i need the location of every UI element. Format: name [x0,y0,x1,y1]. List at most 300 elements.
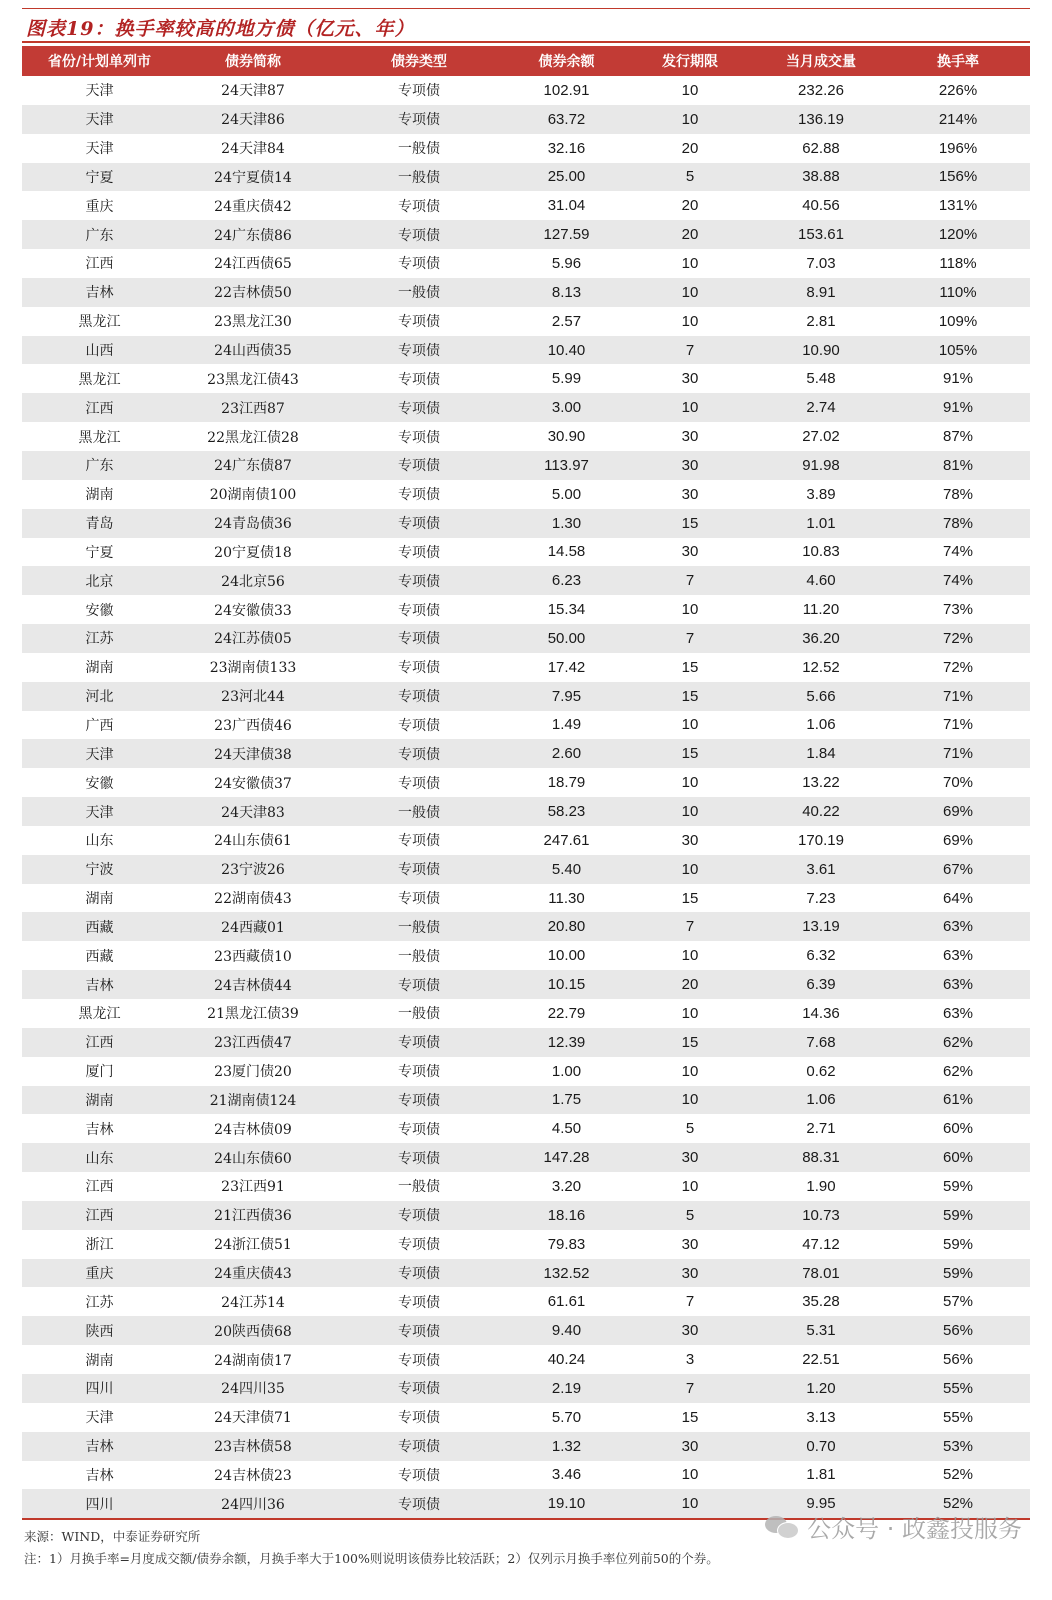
balance-cell: 22.79 [509,999,624,1028]
bond-type-cell: 专项债 [329,884,509,913]
province-cell: 重庆 [22,191,177,220]
monthly-volume-cell: 22.51 [756,1345,886,1374]
balance-cell: 14.58 [509,538,624,567]
table-header [22,46,1030,76]
bond-type-cell: 专项债 [329,480,509,509]
bond-name-cell: 24江西债65 [177,249,329,278]
term-cell: 3 [624,1345,756,1374]
turnover-cell: 56% [886,1316,1030,1345]
turnover-cell: 87% [886,422,1030,451]
balance-cell: 40.24 [509,1345,624,1374]
bond-name-cell: 24江苏债05 [177,624,329,653]
table-row [22,768,1030,797]
province-cell: 江西 [22,1201,177,1230]
watermark-text: 公众号 · 政鑫投服务 [807,1515,1022,1543]
bond-type-cell: 专项债 [329,1201,509,1230]
term-cell: 10 [624,1172,756,1201]
table-row [22,76,1030,105]
balance-cell: 9.40 [509,1316,624,1345]
monthly-volume-cell: 62.88 [756,134,886,163]
monthly-volume-cell: 1.90 [756,1172,886,1201]
turnover-cell: 62% [886,1057,1030,1086]
monthly-volume-cell: 1.81 [756,1461,886,1490]
term-cell: 7 [624,566,756,595]
table-row [22,884,1030,913]
monthly-volume-cell: 11.20 [756,595,886,624]
turnover-cell: 60% [886,1114,1030,1143]
turnover-cell: 156% [886,163,1030,192]
term-cell: 10 [624,1086,756,1115]
bond-type-cell: 专项债 [329,1230,509,1259]
province-cell: 江苏 [22,1287,177,1316]
turnover-cell: 73% [886,595,1030,624]
table-row [22,970,1030,999]
turnover-cell: 53% [886,1432,1030,1461]
term-cell: 15 [624,1028,756,1057]
balance-cell: 12.39 [509,1028,624,1057]
table-row [22,1259,1030,1288]
monthly-volume-cell: 1.06 [756,711,886,740]
balance-cell: 5.96 [509,249,624,278]
bond-type-cell: 专项债 [329,1316,509,1345]
province-cell: 江西 [22,393,177,422]
balance-cell: 11.30 [509,884,624,913]
balance-cell: 15.34 [509,595,624,624]
bond-name-cell: 24西藏01 [177,912,329,941]
bond-type-cell: 专项债 [329,364,509,393]
bond-type-cell: 一般债 [329,134,509,163]
bond-type-cell: 专项债 [329,538,509,567]
wechat-icon [765,1514,799,1540]
turnover-cell: 69% [886,797,1030,826]
table-row [22,1028,1030,1057]
province-cell: 青岛 [22,509,177,538]
bond-type-cell: 专项债 [329,566,509,595]
term-cell: 7 [624,912,756,941]
table-row [22,1086,1030,1115]
table-row [22,855,1030,884]
bond-type-cell: 专项债 [329,1432,509,1461]
bond-name-cell: 21江西债36 [177,1201,329,1230]
monthly-volume-cell: 1.06 [756,1086,886,1115]
turnover-cell: 105% [886,336,1030,365]
monthly-volume-cell: 13.19 [756,912,886,941]
table-row [22,1114,1030,1143]
term-cell: 10 [624,941,756,970]
monthly-volume-cell: 1.84 [756,739,886,768]
monthly-volume-cell: 170.19 [756,826,886,855]
bond-name-cell: 24青岛债36 [177,509,329,538]
bond-name-cell: 24安徽债37 [177,768,329,797]
bond-name-cell: 21黑龙江债39 [177,999,329,1028]
turnover-cell: 59% [886,1230,1030,1259]
turnover-cell: 52% [886,1489,1030,1518]
bond-name-cell: 23江西91 [177,1172,329,1201]
term-cell: 10 [624,595,756,624]
turnover-cell: 59% [886,1259,1030,1288]
bond-name-cell: 24浙江债51 [177,1230,329,1259]
monthly-volume-cell: 27.02 [756,422,886,451]
province-cell: 天津 [22,105,177,134]
table-row [22,1374,1030,1403]
province-cell: 江苏 [22,624,177,653]
turnover-cell: 120% [886,220,1030,249]
monthly-volume-cell: 5.48 [756,364,886,393]
table-row [22,1287,1030,1316]
province-cell: 河北 [22,682,177,711]
monthly-volume-cell: 8.91 [756,278,886,307]
balance-cell: 50.00 [509,624,624,653]
bond-name-cell: 23湖南债133 [177,653,329,682]
term-cell: 10 [624,999,756,1028]
turnover-cell: 78% [886,480,1030,509]
monthly-volume-cell: 40.22 [756,797,886,826]
term-cell: 10 [624,711,756,740]
column-header-term: 发行期限 [624,46,756,76]
turnover-cell: 63% [886,912,1030,941]
table-body [22,76,1030,1518]
table-row [22,624,1030,653]
bond-type-cell: 一般债 [329,912,509,941]
term-cell: 5 [624,1114,756,1143]
province-cell: 四川 [22,1374,177,1403]
balance-cell: 247.61 [509,826,624,855]
balance-cell: 10.00 [509,941,624,970]
table-row [22,1057,1030,1086]
title-bar [22,8,1030,40]
table-row [22,941,1030,970]
bond-name-cell: 24吉林债09 [177,1114,329,1143]
monthly-volume-cell: 36.20 [756,624,886,653]
monthly-volume-cell: 5.31 [756,1316,886,1345]
turnover-cell: 72% [886,653,1030,682]
bond-type-cell: 专项债 [329,1057,509,1086]
turnover-cell: 74% [886,538,1030,567]
monthly-volume-cell: 3.89 [756,480,886,509]
bond-type-cell: 专项债 [329,1374,509,1403]
monthly-volume-cell: 40.56 [756,191,886,220]
turnover-cell: 63% [886,999,1030,1028]
bond-type-cell: 专项债 [329,393,509,422]
bond-name-cell: 24吉林债44 [177,970,329,999]
province-cell: 吉林 [22,970,177,999]
province-cell: 厦门 [22,1057,177,1086]
bond-type-cell: 专项债 [329,191,509,220]
balance-cell: 58.23 [509,797,624,826]
bond-name-cell: 23广西债46 [177,711,329,740]
bond-type-cell: 专项债 [329,1403,509,1432]
bond-name-cell: 24山东债60 [177,1143,329,1172]
balance-cell: 18.79 [509,768,624,797]
term-cell: 30 [624,364,756,393]
turnover-cell: 61% [886,1086,1030,1115]
balance-cell: 61.61 [509,1287,624,1316]
monthly-volume-cell: 6.39 [756,970,886,999]
term-cell: 20 [624,134,756,163]
bond-type-cell: 专项债 [329,105,509,134]
watermark [765,1509,1022,1544]
bond-name-cell: 24四川36 [177,1489,329,1518]
balance-cell: 19.10 [509,1489,624,1518]
bond-type-cell: 一般债 [329,941,509,970]
term-cell: 15 [624,884,756,913]
balance-cell: 2.57 [509,307,624,336]
province-cell: 黑龙江 [22,999,177,1028]
term-cell: 10 [624,1461,756,1490]
table-row [22,105,1030,134]
bond-name-cell: 24广东债86 [177,220,329,249]
province-cell: 江西 [22,1028,177,1057]
column-header-turnover: 换手率 [886,46,1030,76]
balance-cell: 3.20 [509,1172,624,1201]
turnover-cell: 91% [886,364,1030,393]
table-row [22,1230,1030,1259]
monthly-volume-cell: 6.32 [756,941,886,970]
bond-name-cell: 24天津84 [177,134,329,163]
turnover-cell: 78% [886,509,1030,538]
province-cell: 陕西 [22,1316,177,1345]
province-cell: 吉林 [22,1114,177,1143]
table-row [22,1432,1030,1461]
column-header-bond-name: 债券简称 [177,46,329,76]
bond-type-cell: 专项债 [329,76,509,105]
monthly-volume-cell: 1.01 [756,509,886,538]
bond-name-cell: 22湖南债43 [177,884,329,913]
monthly-volume-cell: 9.95 [756,1489,886,1518]
table-row [22,134,1030,163]
monthly-volume-cell: 14.36 [756,999,886,1028]
term-cell: 30 [624,422,756,451]
term-cell: 30 [624,538,756,567]
term-cell: 20 [624,191,756,220]
province-cell: 山东 [22,1143,177,1172]
table-row [22,826,1030,855]
turnover-cell: 226% [886,76,1030,105]
header-row [22,46,1030,76]
column-header-bond-type: 债券类型 [329,46,509,76]
footnote: 注：1）月换手率=月度成交额/债券余额，月换手率大于100%则说明该债券比较活跃；2）仅列示月换手率位列前50的个券。 [24,1551,719,1566]
balance-cell: 20.80 [509,912,624,941]
monthly-volume-cell: 232.26 [756,76,886,105]
bond-name-cell: 24北京56 [177,566,329,595]
monthly-volume-cell: 35.28 [756,1287,886,1316]
term-cell: 20 [624,970,756,999]
turnover-cell: 214% [886,105,1030,134]
table-row [22,220,1030,249]
turnover-cell: 131% [886,191,1030,220]
table-row [22,191,1030,220]
monthly-volume-cell: 2.71 [756,1114,886,1143]
term-cell: 15 [624,653,756,682]
balance-cell: 10.15 [509,970,624,999]
monthly-volume-cell: 7.68 [756,1028,886,1057]
bond-name-cell: 23江西87 [177,393,329,422]
province-cell: 天津 [22,797,177,826]
province-cell: 山西 [22,336,177,365]
bond-name-cell: 20湖南债100 [177,480,329,509]
turnover-cell: 71% [886,739,1030,768]
bond-name-cell: 24重庆债42 [177,191,329,220]
term-cell: 5 [624,163,756,192]
turnover-cell: 196% [886,134,1030,163]
table-row [22,595,1030,624]
bond-name-cell: 23宁波26 [177,855,329,884]
balance-cell: 3.46 [509,1461,624,1490]
bond-type-cell: 专项债 [329,624,509,653]
bond-name-cell: 24江苏14 [177,1287,329,1316]
bond-name-cell: 24天津债71 [177,1403,329,1432]
bond-name-cell: 22黑龙江债28 [177,422,329,451]
province-cell: 天津 [22,76,177,105]
province-cell: 黑龙江 [22,422,177,451]
monthly-volume-cell: 10.83 [756,538,886,567]
balance-cell: 10.40 [509,336,624,365]
bond-type-cell: 专项债 [329,1259,509,1288]
turnover-cell: 55% [886,1374,1030,1403]
turnover-cell: 63% [886,970,1030,999]
term-cell: 15 [624,509,756,538]
balance-cell: 1.75 [509,1086,624,1115]
bond-type-cell: 专项债 [329,711,509,740]
bond-name-cell: 23黑龙江30 [177,307,329,336]
balance-cell: 8.13 [509,278,624,307]
turnover-cell: 72% [886,624,1030,653]
term-cell: 10 [624,105,756,134]
province-cell: 江西 [22,1172,177,1201]
table-row [22,538,1030,567]
balance-cell: 5.00 [509,480,624,509]
turnover-cell: 62% [886,1028,1030,1057]
turnover-cell: 64% [886,884,1030,913]
province-cell: 湖南 [22,1086,177,1115]
bond-name-cell: 23吉林债58 [177,1432,329,1461]
bond-type-cell: 专项债 [329,855,509,884]
bond-name-cell: 24湖南债17 [177,1345,329,1374]
bond-type-cell: 专项债 [329,1489,509,1518]
bond-name-cell: 24广东债87 [177,451,329,480]
term-cell: 30 [624,480,756,509]
bond-name-cell: 24宁夏债14 [177,163,329,192]
term-cell: 15 [624,739,756,768]
turnover-cell: 69% [886,826,1030,855]
province-cell: 广东 [22,451,177,480]
balance-cell: 31.04 [509,191,624,220]
province-cell: 湖南 [22,1345,177,1374]
bond-type-cell: 专项债 [329,1345,509,1374]
monthly-volume-cell: 88.31 [756,1143,886,1172]
table-row [22,1403,1030,1432]
bond-type-cell: 专项债 [329,1287,509,1316]
monthly-volume-cell: 38.88 [756,163,886,192]
monthly-volume-cell: 3.13 [756,1403,886,1432]
turnover-cell: 59% [886,1172,1030,1201]
column-header-province: 省份/计划单列市 [22,46,177,76]
bond-type-cell: 专项债 [329,509,509,538]
province-cell: 江西 [22,249,177,278]
turnover-cell: 67% [886,855,1030,884]
turnover-cell: 81% [886,451,1030,480]
bond-type-cell: 专项债 [329,682,509,711]
bond-name-cell: 24天津86 [177,105,329,134]
balance-cell: 79.83 [509,1230,624,1259]
bond-name-cell: 24安徽债33 [177,595,329,624]
province-cell: 安徽 [22,768,177,797]
province-cell: 黑龙江 [22,364,177,393]
bond-name-cell: 23河北44 [177,682,329,711]
source-note: 来源：WIND，中泰证券研究所 [24,1529,201,1544]
province-cell: 宁波 [22,855,177,884]
province-cell: 天津 [22,1403,177,1432]
bond-name-cell: 24天津87 [177,76,329,105]
term-cell: 7 [624,1374,756,1403]
table-row [22,653,1030,682]
province-cell: 吉林 [22,278,177,307]
term-cell: 30 [624,451,756,480]
turnover-cell: 74% [886,566,1030,595]
province-cell: 广东 [22,220,177,249]
bond-type-cell: 专项债 [329,1143,509,1172]
turnover-cell: 71% [886,682,1030,711]
bond-type-cell: 专项债 [329,970,509,999]
balance-cell: 1.30 [509,509,624,538]
term-cell: 7 [624,1287,756,1316]
term-cell: 30 [624,1316,756,1345]
balance-cell: 2.60 [509,739,624,768]
bond-name-cell: 24重庆债43 [177,1259,329,1288]
balance-cell: 5.99 [509,364,624,393]
term-cell: 30 [624,826,756,855]
term-cell: 7 [624,624,756,653]
term-cell: 15 [624,682,756,711]
term-cell: 10 [624,307,756,336]
table-row [22,307,1030,336]
bond-type-cell: 专项债 [329,1114,509,1143]
term-cell: 10 [624,278,756,307]
term-cell: 30 [624,1432,756,1461]
term-cell: 7 [624,336,756,365]
turnover-cell: 52% [886,1461,1030,1490]
balance-cell: 127.59 [509,220,624,249]
table-row [22,1172,1030,1201]
province-cell: 宁夏 [22,163,177,192]
table-row [22,566,1030,595]
bond-name-cell: 24天津债38 [177,739,329,768]
province-cell: 北京 [22,566,177,595]
province-cell: 湖南 [22,653,177,682]
table-row [22,1316,1030,1345]
province-cell: 黑龙江 [22,307,177,336]
column-header-balance: 债券余额 [509,46,624,76]
balance-cell: 102.91 [509,76,624,105]
turnover-cell: 55% [886,1403,1030,1432]
monthly-volume-cell: 12.52 [756,653,886,682]
province-cell: 宁夏 [22,538,177,567]
page-title: 图表19：换手率较高的地方债（亿元、年） [26,18,415,40]
column-header-monthly-volume: 当月成交量 [756,46,886,76]
bond-type-cell: 专项债 [329,422,509,451]
term-cell: 15 [624,1403,756,1432]
table-row [22,422,1030,451]
province-cell: 山东 [22,826,177,855]
monthly-volume-cell: 4.60 [756,566,886,595]
monthly-volume-cell: 91.98 [756,451,886,480]
term-cell: 20 [624,220,756,249]
monthly-volume-cell: 153.61 [756,220,886,249]
table-row [22,912,1030,941]
province-cell: 湖南 [22,884,177,913]
bond-table [22,46,1030,1518]
table-row [22,480,1030,509]
